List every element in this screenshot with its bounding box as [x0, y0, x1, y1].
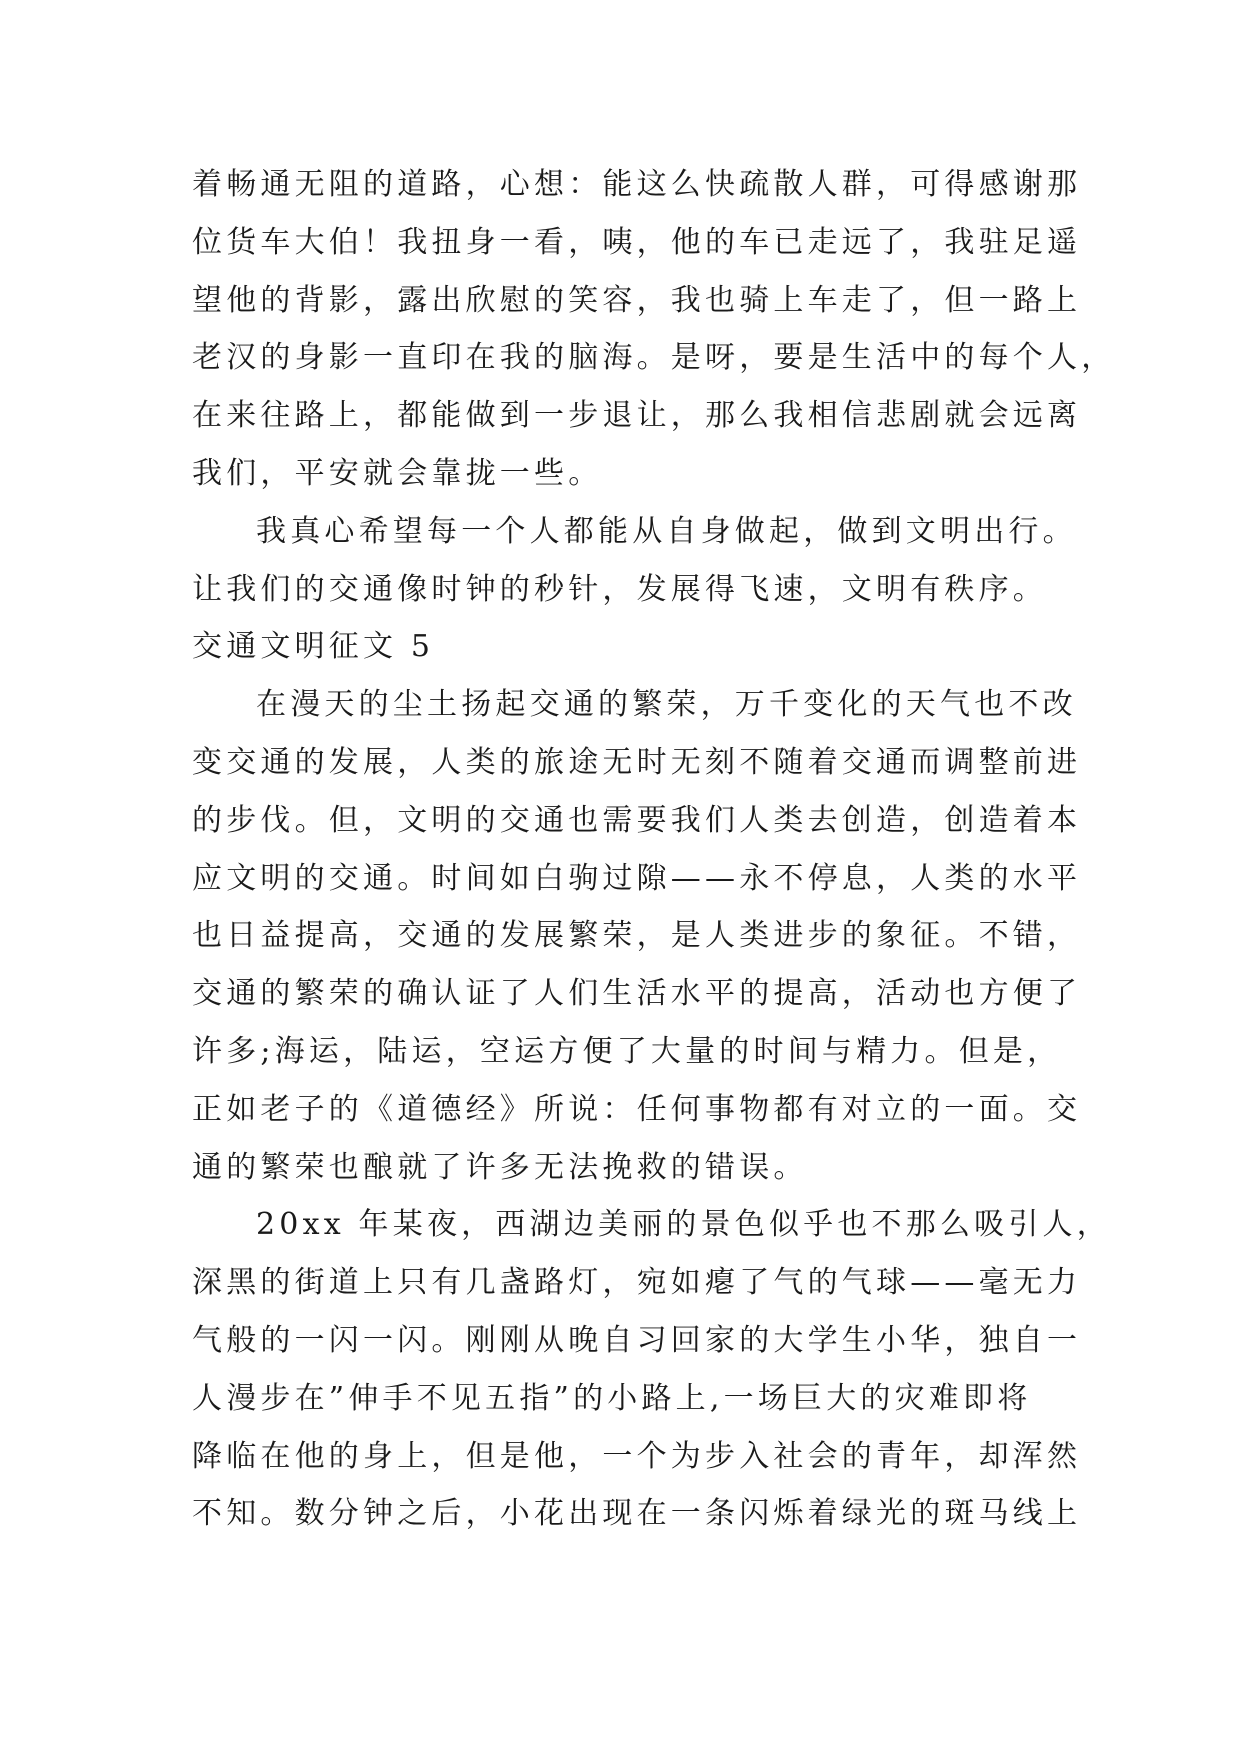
paragraph-start-line: 我真心希望每一个人都能从自身做起，做到文明出行。 [256, 513, 1077, 549]
text-line: 降临在他的身上，但是他，一个为步入社会的青年，却浑然 [192, 1438, 1082, 1474]
text-line: 交通的繁荣的确认证了人们生活水平的提高，活动也方便了 [192, 976, 1082, 1012]
text-line: 深黑的街道上只有几盏路灯，宛如瘪了气的气球——毫无力 [192, 1265, 1082, 1301]
text-line: 在来往路上，都能做到一步退让，那么我相信悲剧就会远离 [192, 398, 1082, 434]
text-line: 老汉的身影一直印在我的脑海。是呀，要是生活中的每个人， [192, 340, 1116, 376]
text-line: 着畅通无阻的道路，心想：能这么快疏散人群，可得感谢那 [192, 167, 1082, 202]
text-line: 的步伐。但，文明的交通也需要我们人类去创造，创造着本 [192, 802, 1082, 838]
text-line: 正如老子的《道德经》所说：任何事物都有对立的一面。交 [192, 1091, 1082, 1127]
text-line: 位货车大伯！我扭身一看，咦，他的车已走远了，我驻足遥 [192, 224, 1082, 260]
text-line: 也日益提高，交通的发展繁荣，是人类进步的象征。不错， [192, 918, 1082, 954]
text-line: 许多;海运，陆运，空运方便了大量的时间与精力。但是， [192, 1033, 1062, 1069]
document-body [192, 156, 1116, 1543]
section-heading: 交通文明征文 5 [192, 629, 435, 665]
text-line: 气般的一闪一闪。刚刚从晚自习回家的大学生小华，独自一 [192, 1322, 1082, 1358]
text-line: 不知。数分钟之后，小花出现在一条闪烁着绿光的斑马线上 [192, 1496, 1082, 1532]
text-line: 应文明的交通。时间如白驹过隙——永不停息，人类的水平 [192, 860, 1082, 896]
text-line: 变交通的发展，人类的旅途无时无刻不随着交通而调整前进 [192, 744, 1082, 780]
text-line: 望他的背影，露出欣慰的笑容，我也骑上车走了，但一路上 [192, 282, 1082, 318]
paragraph-start-line: 在漫天的尘土扬起交通的繁荣，万千变化的天气也不改 [256, 687, 1077, 723]
text-line: 我们，平安就会靠拢一些。 [192, 455, 603, 491]
text-line: 通的繁荣也酿就了许多无法挽救的错误。 [192, 1149, 808, 1185]
paragraph-start-line: 20xx 年某夜，西湖边美丽的景色似乎也不那么吸引人， [256, 1207, 1111, 1243]
text-line: 人漫步在”伸手不见五指”的小路上,一场巨大的灾难即将 [192, 1380, 1032, 1416]
text-line: 让我们的交通像时钟的秒针，发展得飞速，文明有秩序。 [192, 571, 1047, 607]
